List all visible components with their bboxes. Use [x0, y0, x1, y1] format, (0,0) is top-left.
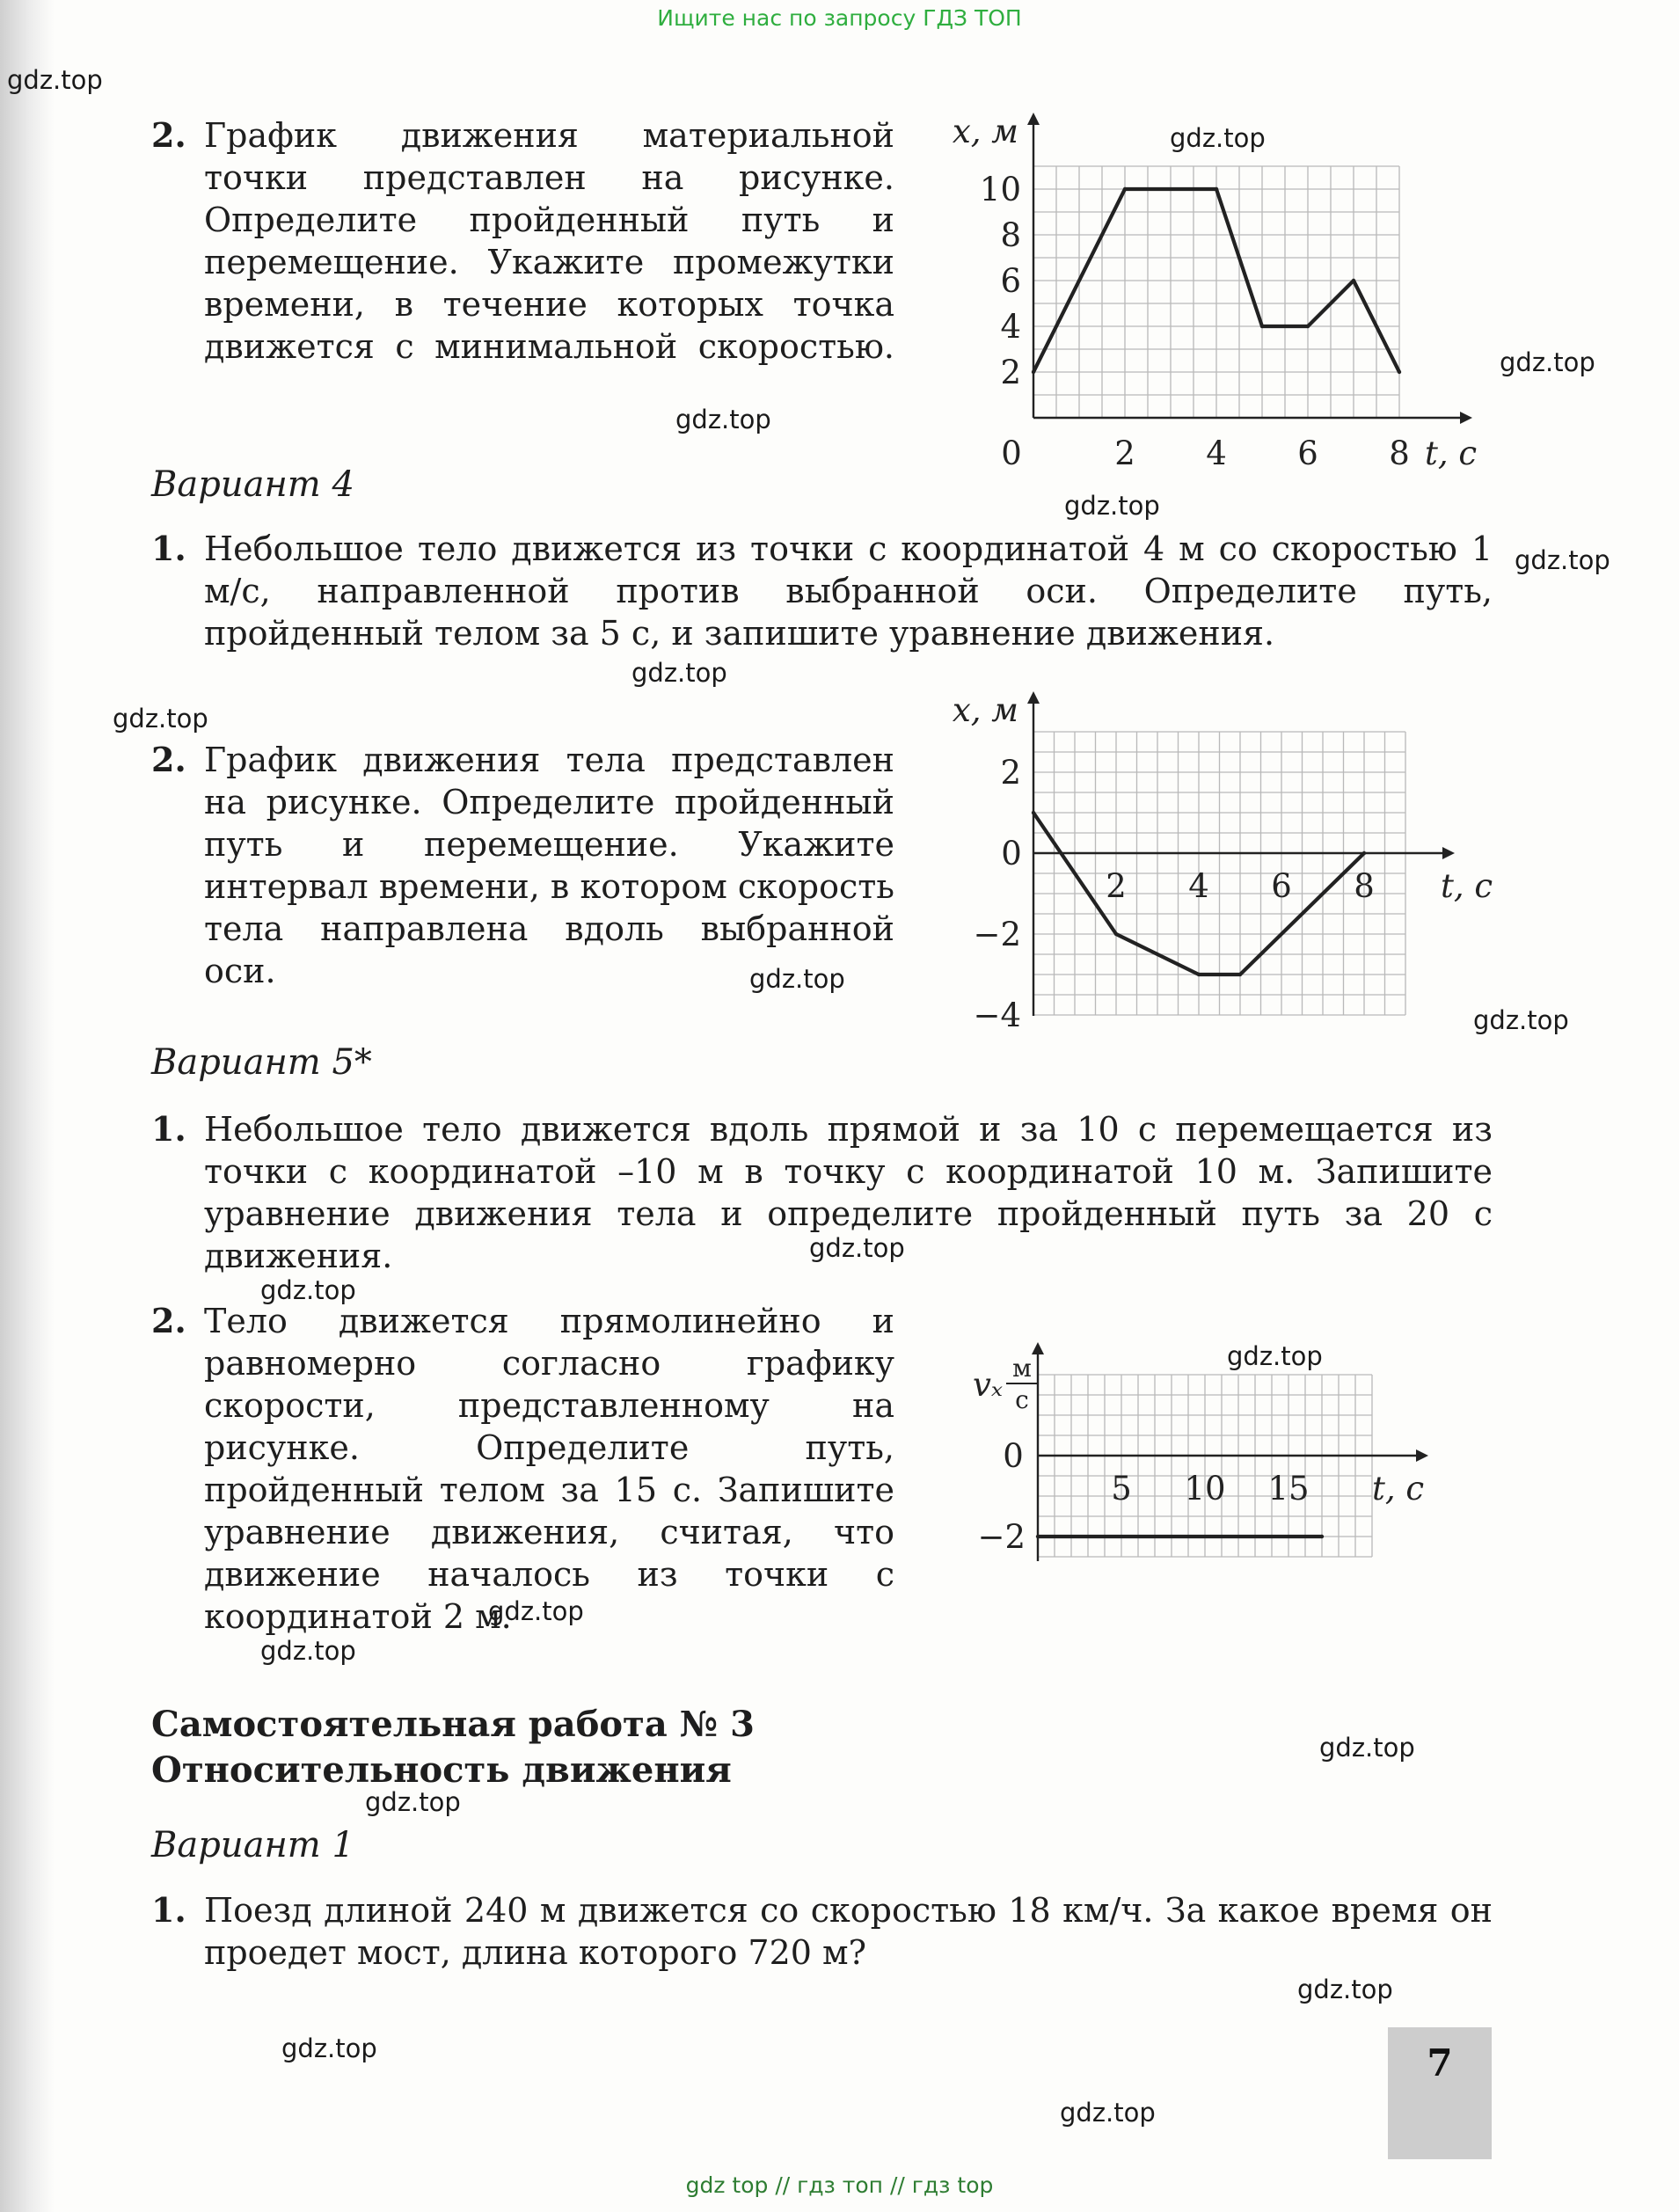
x-axis-arrow-icon: [1416, 1449, 1428, 1462]
x-tick-label: 2: [1114, 434, 1135, 472]
x-tick-label: 10: [1184, 1470, 1226, 1508]
y-axis-label: x, м: [952, 691, 1018, 729]
origin-label: 0: [1001, 835, 1022, 872]
data-point: [1123, 187, 1127, 191]
watermark: gdz.top: [113, 704, 208, 734]
x-tick-label: 6: [1297, 434, 1318, 472]
data-point: [1197, 973, 1201, 976]
problem-number: 2.: [151, 740, 186, 779]
bottom-banner[interactable]: gdz top // гдз топ // гдз top: [685, 2172, 994, 2198]
variant-5-heading: Вариант 5*: [151, 1042, 372, 1083]
book-spine-shadow: [0, 0, 55, 2212]
watermark: gdz.top: [1515, 545, 1610, 575]
x-tick-label: 4: [1206, 434, 1227, 472]
origin-label: 0: [1001, 434, 1022, 472]
problem-text: График движения тела представлен на рисунке. Определите пройденный путь и перемещение. Укажите интервал времени, в котором скорость тела направлена вдоль выбранной оси.: [204, 741, 894, 990]
y-tick-label: −2: [973, 916, 1021, 953]
problem-text: Поезд длиной 240 м движется со скоростью 18 км/ч. За какое время он проедет мост, длина которого 720 м?: [204, 1891, 1493, 1972]
section-title-heading: Относительность движения: [151, 1749, 732, 1791]
data-point: [1352, 279, 1355, 282]
y-tick-label: 2: [1000, 354, 1021, 391]
page-number: 7: [1427, 2041, 1453, 2084]
x-tick-label: 8: [1389, 434, 1410, 472]
y-axis-arrow-icon: [1032, 1342, 1044, 1354]
x-tick-label: 6: [1271, 867, 1292, 905]
y-axis-label: vₓ: [972, 1366, 1003, 1404]
problem-1-v5: [151, 1108, 1493, 1277]
problem-text: Тело движется прямолинейно и равномерно согласно графику скорости, представленному на рисунке. Определите путь, пройденный телом за 15 с. Запишите уравнение движения, считая, что движение началось из точки с координатой 2 м.: [204, 1302, 894, 1636]
x-tick-label: 2: [1106, 867, 1127, 905]
problem-text: График движения материальной точки представлен на рисунке. Определите пройденный путь и перемещение. Укажите промежутки времени, в течение которых точка движется с минимальной скоростью.: [204, 116, 894, 366]
problem-2-v3: [151, 114, 894, 410]
watermark: gdz.top: [1500, 347, 1595, 377]
watermark: gdz.top: [488, 1596, 584, 1626]
data-point: [1398, 370, 1401, 374]
watermark: gdz.top: [749, 964, 845, 994]
x-tick-label: 4: [1188, 867, 1209, 905]
watermark: gdz.top: [1473, 1005, 1569, 1035]
data-point: [1215, 187, 1218, 191]
y-axis-label: x, м: [952, 113, 1018, 150]
y-tick-label: −2: [977, 1518, 1026, 1556]
data-point: [1114, 932, 1118, 936]
data-point: [1362, 851, 1366, 855]
x-axis-label: t, с: [1372, 1470, 1425, 1508]
y-axis-unit-denominator: с: [1015, 1385, 1029, 1414]
watermark: gdz.top: [1297, 1975, 1393, 2004]
variant-1-heading: Вариант 1: [151, 1825, 354, 1865]
x-axis-arrow-icon: [1460, 412, 1472, 424]
watermark: gdz.top: [1064, 491, 1160, 521]
data-point: [1036, 1535, 1040, 1538]
y-tick-label: 6: [1000, 262, 1021, 300]
watermark: gdz.top: [365, 1787, 461, 1817]
problem-number: 1.: [151, 1890, 186, 1930]
x-axis-label: t, с: [1425, 434, 1478, 472]
data-point: [1320, 1535, 1324, 1538]
watermark: gdz.top: [1227, 1341, 1323, 1371]
data-point: [1306, 325, 1310, 328]
watermark: gdz.top: [809, 1233, 905, 1263]
x-tick-label: 8: [1354, 867, 1375, 905]
problem-1-v4: [151, 528, 1493, 654]
watermark: gdz.top: [260, 1275, 356, 1305]
watermark: gdz.top: [260, 1636, 356, 1666]
problem-2-v4: [151, 739, 894, 1003]
y-tick-label: −4: [973, 996, 1021, 1034]
problem-number: 2.: [151, 1301, 186, 1340]
problem-number: 2.: [151, 115, 186, 155]
watermark: gdz.top: [281, 2033, 377, 2063]
watermark: gdz.top: [631, 658, 727, 688]
y-axis-arrow-icon: [1027, 691, 1040, 704]
problem-text: Небольшое тело движется вдоль прямой и за 10 с перемещается из точки с координатой –10 м в точку с координатой 10 м. Запишите уравнение движения тела и определите пройденный путь за 20 с движения.: [204, 1110, 1493, 1275]
y-axis-unit-numerator: м: [1012, 1354, 1032, 1383]
x-axis-label: t, с: [1441, 867, 1493, 905]
watermark: gdz.top: [1170, 123, 1266, 153]
x-tick-label: 15: [1267, 1470, 1310, 1508]
position-time-graph-2: [923, 677, 1493, 1047]
position-time-graph-1: [923, 106, 1486, 493]
y-tick-label: 4: [1000, 308, 1021, 346]
problem-2-v5: [151, 1300, 894, 1652]
data-point: [1032, 811, 1035, 814]
y-tick-label: 8: [1000, 216, 1021, 254]
data-point: [1032, 370, 1035, 374]
data-point: [1238, 973, 1242, 976]
problem-number: 1.: [151, 529, 186, 568]
problem-1-v1: [151, 1889, 1493, 1974]
problem-text: Небольшое тело движется из точки с координатой 4 м со скоростью 1 м/с, направленной против выбранной оси. Определите путь, пройденный телом за 5 с, и запишите уравнение движения.: [204, 529, 1493, 653]
y-tick-label: 2: [1000, 754, 1021, 792]
y-axis-arrow-icon: [1027, 113, 1040, 125]
x-axis-arrow-icon: [1442, 847, 1455, 859]
problem-number: 1.: [151, 1109, 186, 1149]
top-banner[interactable]: Ищите нас по запросу ГДЗ ТОП: [657, 5, 1022, 31]
data-point: [1260, 325, 1264, 328]
watermark: gdz.top: [1060, 2098, 1156, 2128]
origin-label: 0: [1003, 1437, 1024, 1475]
x-tick-label: 5: [1111, 1470, 1132, 1508]
velocity-time-graph: [923, 1332, 1486, 1623]
watermark: gdz.top: [675, 405, 771, 434]
section-number-heading: Самостоятельная работа № 3: [151, 1704, 755, 1745]
page-number-tab: [1388, 2027, 1492, 2159]
y-tick-label: 10: [979, 171, 1021, 208]
watermark: gdz.top: [1319, 1733, 1415, 1763]
watermark: gdz.top: [7, 65, 103, 95]
variant-4-heading: Вариант 4: [151, 464, 354, 505]
